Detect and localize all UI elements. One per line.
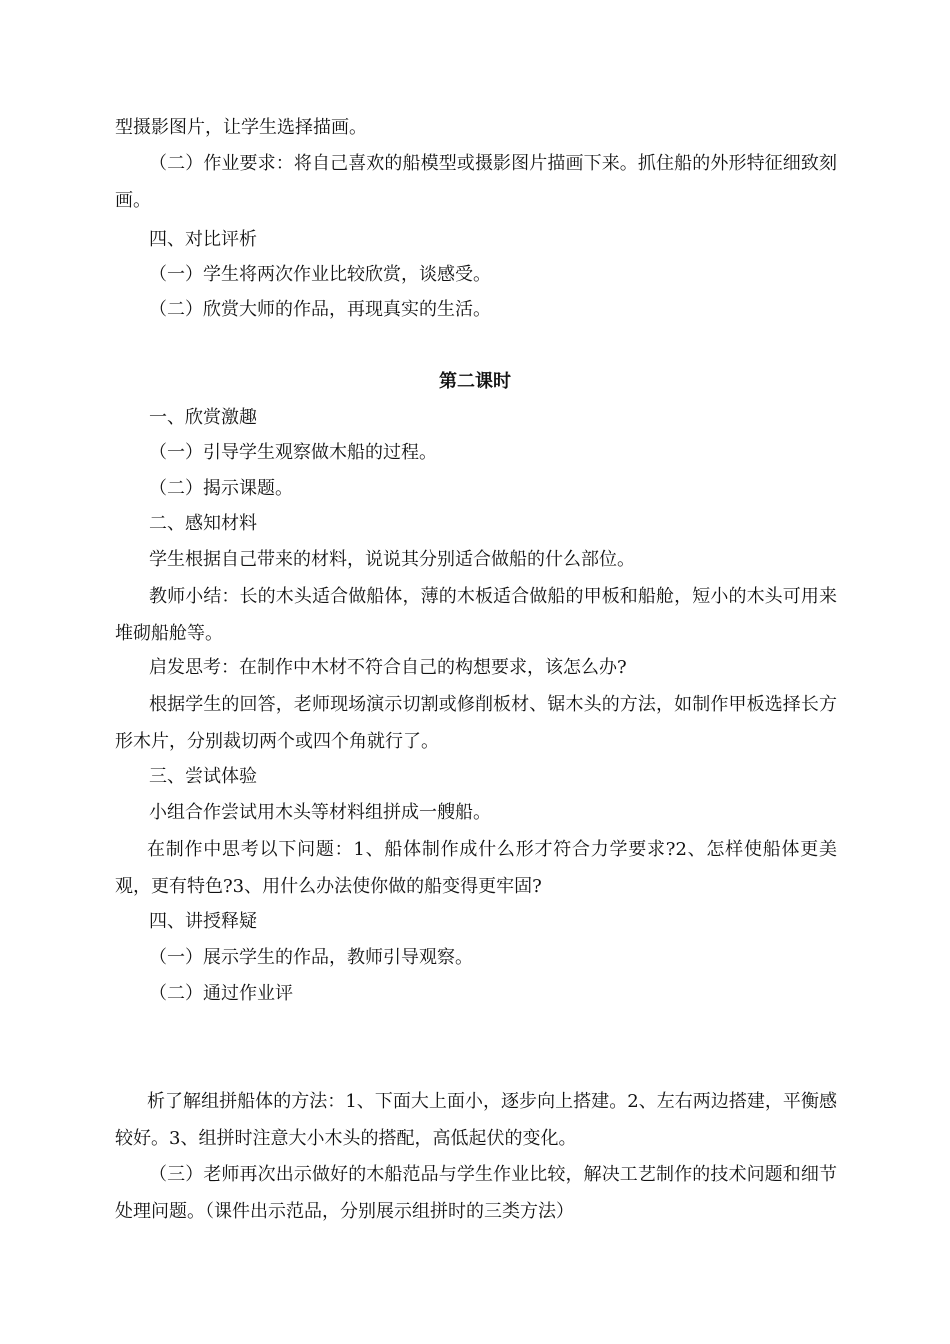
heading-section-1: 一、欣赏激趣 bbox=[149, 407, 257, 428]
heading-section-4: 四、对比评析 bbox=[149, 229, 257, 250]
paragraph: （二）通过作业评 bbox=[149, 983, 293, 1004]
section-title: 第二课时 bbox=[439, 371, 511, 392]
paragraph: （一）引导学生观察做木船的过程。 bbox=[149, 442, 437, 463]
paragraph: 根据学生的回答，老师现场演示切割或修削板材、锯木头的方法，如制作甲板选择长方形木片，分别裁切两个或四个角就行了。 bbox=[115, 694, 837, 752]
paragraph: 型摄影图片，让学生选择描画。 bbox=[115, 117, 367, 138]
paragraph: 小组合作尝试用木头等材料组拼成一艘船。 bbox=[149, 802, 491, 823]
paragraph: （二）揭示课题。 bbox=[149, 478, 293, 499]
paragraph: （二）作业要求：将自己喜欢的船模型或摄影图片描画下来。抓住船的外形特征细致刻画。 bbox=[115, 153, 837, 211]
heading-section-4b: 四、讲授释疑 bbox=[149, 911, 257, 932]
paragraph: 教师小结：长的木头适合做船体，薄的木板适合做船的甲板和船舱，短小的木头可用来堆砌船舱等。 bbox=[115, 586, 837, 644]
paragraph: （一）展示学生的作品，教师引导观察。 bbox=[149, 947, 473, 968]
paragraph: （二）欣赏大师的作品，再现真实的生活。 bbox=[149, 299, 491, 320]
heading-section-3: 三、尝试体验 bbox=[149, 766, 257, 787]
paragraph: 学生根据自己带来的材料，说说其分别适合做船的什么部位。 bbox=[149, 549, 635, 570]
heading-section-2: 二、感知材料 bbox=[149, 513, 257, 534]
paragraph: 启发思考：在制作中木材不符合自己的构想要求，该怎么办? bbox=[149, 657, 627, 678]
paragraph: 析了解组拼船体的方法：1、下面大上面小，逐步向上搭建。2、左右两边搭建，平衡感较好。3、组拼时注意大小木头的搭配，高低起伏的变化。 bbox=[115, 1091, 837, 1149]
paragraph: （三）老师再次出示做好的木船范品与学生作业比较，解决工艺制作的技术问题和细节处理问题。（课件出示范品，分别展示组拼时的三类方法） bbox=[115, 1164, 837, 1222]
paragraph: （一）学生将两次作业比较欣赏，谈感受。 bbox=[149, 264, 491, 285]
paragraph: 在制作中思考以下问题：1、船体制作成什么形才符合力学要求?2、怎样使船体更美观，更有特色?3、用什么办法使你做的船变得更牢固? bbox=[115, 839, 837, 897]
